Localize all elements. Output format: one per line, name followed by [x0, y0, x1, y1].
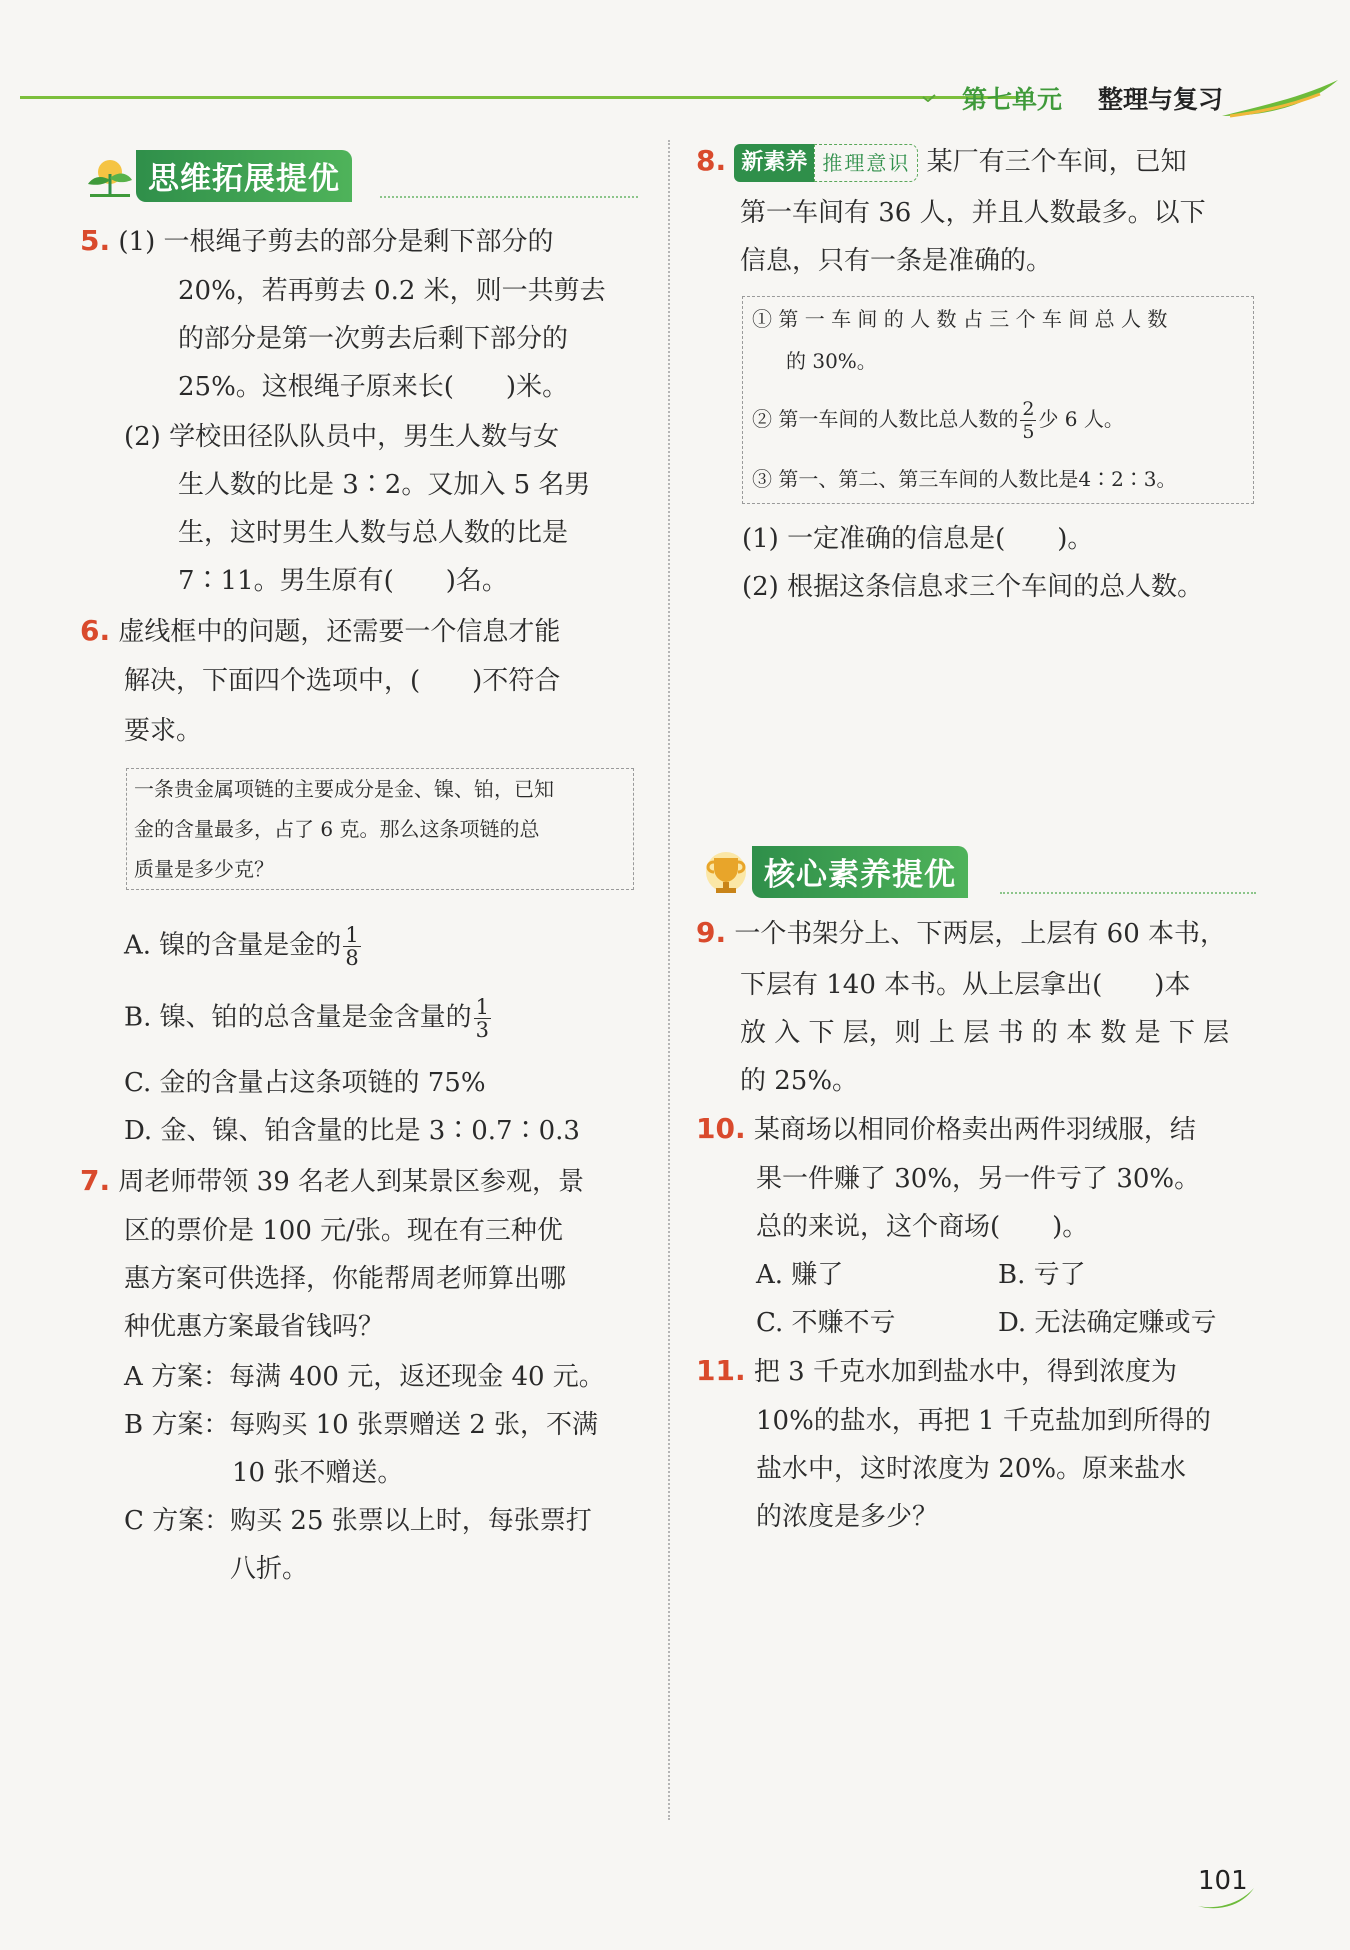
q9-line-4: 的 25%。 — [740, 1066, 859, 1096]
q8-info-2: ② 第一车间的人数比总人数的 $\frac{2}{5}$ 少 6 人。 — [752, 398, 1124, 443]
section-banner-core — [700, 848, 968, 896]
q11-line-2: 10%的盐水，再把 1 千克盐加到所得的 — [756, 1406, 1211, 1436]
q10-option-a: A. 赚了 — [756, 1260, 844, 1290]
q7-number: 7. — [80, 1164, 111, 1197]
q10-option-b: B. 亏了 — [998, 1260, 1086, 1290]
badge-new-literacy: 新素养 — [734, 144, 814, 182]
q10-option-c: C. 不赚不亏 — [756, 1308, 896, 1338]
q6-line-1: 6. 虚线框中的问题，还需要一个信息才能 — [80, 614, 561, 647]
q10-line-2: 果一件赚了 30%，另一件亏了 30%。 — [756, 1164, 1201, 1194]
section-banner-thinking — [84, 152, 352, 200]
q6-box-line-1: 一条贵金属项链的主要成分是金、镍、铂，已知 — [134, 777, 554, 801]
q7-line-3: 惠方案可供选择，你能帮周老师算出哪 — [124, 1264, 567, 1294]
q8-line-3: 信息，只有一条是准确的。 — [740, 246, 1053, 276]
q6-option-a: A. 镍的含量是金的 $\frac{1}{8}$ — [124, 923, 359, 970]
q5-line-3: 的部分是第一次剪去后剩下部分的 — [178, 324, 569, 354]
column-divider — [668, 140, 670, 1820]
fraction: $\frac{1}{3}$ — [475, 995, 490, 1042]
q10-number: 10. — [696, 1112, 746, 1145]
q9-line-1: 9. 一个书架分上、下两层，上层有 60 本书， — [696, 916, 1227, 949]
q7-plan-c-2: 八折。 — [230, 1554, 309, 1584]
fraction: $\frac{2}{5}$ — [1022, 398, 1035, 443]
q11-line-4: 的浓度是多少？ — [756, 1502, 939, 1532]
page-swoosh-icon — [1196, 1886, 1256, 1910]
q6-box-line-3: 质量是多少克？ — [134, 857, 274, 881]
q5-line-7: 生，这时男生人数与总人数的比是 — [178, 518, 569, 548]
q5-number: 5. — [80, 224, 111, 257]
header-rule — [20, 96, 1020, 99]
header-unit: 第七单元 — [962, 85, 1063, 114]
page-number: 101 — [1198, 1866, 1248, 1896]
q8-part-2: (2) 根据这条信息求三个车间的总人数。 — [742, 572, 1204, 602]
q5-line-4: 25%。这根绳子原来长( )米。 — [178, 372, 569, 402]
q6-line-2: 解决，下面四个选项中，( )不符合 — [124, 666, 561, 696]
q7-plan-c-1: C 方案：购买 25 张票以上时，每张票打 — [124, 1506, 592, 1536]
q6-number: 6. — [80, 614, 111, 647]
q7-plan-a: A 方案：每满 400 元，返还现金 40 元。 — [124, 1362, 605, 1392]
fraction: $\frac{1}{8}$ — [345, 923, 359, 970]
q7-line-1: 7. 周老师带领 39 名老人到某景区参观，景 — [80, 1164, 585, 1197]
q6-option-c: C. 金的含量占这条项链的 75% — [124, 1068, 486, 1098]
q10-line-3: 总的来说，这个商场( )。 — [756, 1212, 1089, 1242]
q8-info-1b: 的 30%。 — [786, 349, 877, 373]
header-topic: 整理与复习 — [1098, 85, 1224, 114]
q6-option-b: B. 镍、铂的总含量是金含量的 $\frac{1}{3}$ — [124, 995, 490, 1042]
q8-info-1a: ① 第 一 车 间 的 人 数 占 三 个 车 间 总 人 数 — [752, 307, 1168, 331]
q5-line-8: 7∶11。男生原有( )名。 — [178, 566, 508, 596]
q8-line-1: 8. 新素养 推理意识 某厂有三个车间，已知 — [696, 144, 1187, 182]
sprout-icon — [84, 152, 136, 200]
q8-part-1: (1) 一定准确的信息是( )。 — [742, 524, 1094, 554]
q5-line-2: 20%，若再剪去 0.2 米，则一共剪去 — [178, 276, 606, 306]
trophy-icon — [700, 848, 752, 896]
q6-line-3: 要求。 — [124, 716, 203, 746]
section-title: 思维拓展提优 — [136, 150, 352, 202]
badge-reasoning: 推理意识 — [814, 144, 918, 182]
q7-line-2: 区的票价是 100 元/张。现在有三种优 — [124, 1216, 563, 1246]
q7-plan-b-1: B 方案：每购买 10 张票赠送 2 张，不满 — [124, 1410, 599, 1440]
q8-line-2: 第一车间有 36 人，并且人数最多。以下 — [740, 198, 1206, 228]
q6-box-line-2: 金的含量最多，占了 6 克。那么这条项链的总 — [134, 817, 540, 841]
q10-option-d: D. 无法确定赚或亏 — [998, 1308, 1217, 1338]
q11-line-3: 盐水中，这时浓度为 20%。原来盐水 — [756, 1454, 1187, 1484]
q5-line-6: 生人数的比是 3∶2。又加入 5 名男 — [178, 470, 591, 500]
q8-number: 8. — [696, 144, 727, 177]
q7-line-4: 种优惠方案最省钱吗？ — [124, 1312, 385, 1342]
q7-plan-b-2: 10 张不赠送。 — [232, 1458, 404, 1488]
section-title: 核心素养提优 — [752, 846, 968, 898]
q6-option-d: D. 金、镍、铂含量的比是 3∶0.7∶0.3 — [124, 1116, 580, 1146]
section-rule — [1000, 892, 1256, 894]
q11-number: 11. — [696, 1354, 746, 1387]
q9-number: 9. — [696, 916, 727, 949]
q9-line-2: 下层有 140 本书。从上层拿出( )本 — [740, 970, 1191, 1000]
q10-line-1: 10. 某商场以相同价格卖出两件羽绒服，结 — [696, 1112, 1196, 1145]
q8-info-3: ③ 第一、第二、第三车间的人数比是4∶2∶3。 — [752, 467, 1177, 491]
q5-line-1: 5. (1) 一根绳子剪去的部分是剩下部分的 — [80, 224, 554, 257]
header-check-icon — [922, 94, 936, 102]
section-rule — [380, 196, 638, 198]
q9-line-3: 放 入 下 层，则 上 层 书 的 本 数 是 下 层 — [740, 1018, 1230, 1048]
header-leaf-swoosh-icon — [1220, 76, 1340, 120]
q5-line-5: (2) 学校田径队队员中，男生人数与女 — [124, 422, 560, 452]
q11-line-1: 11. 把 3 千克水加到盐水中，得到浓度为 — [696, 1354, 1177, 1387]
